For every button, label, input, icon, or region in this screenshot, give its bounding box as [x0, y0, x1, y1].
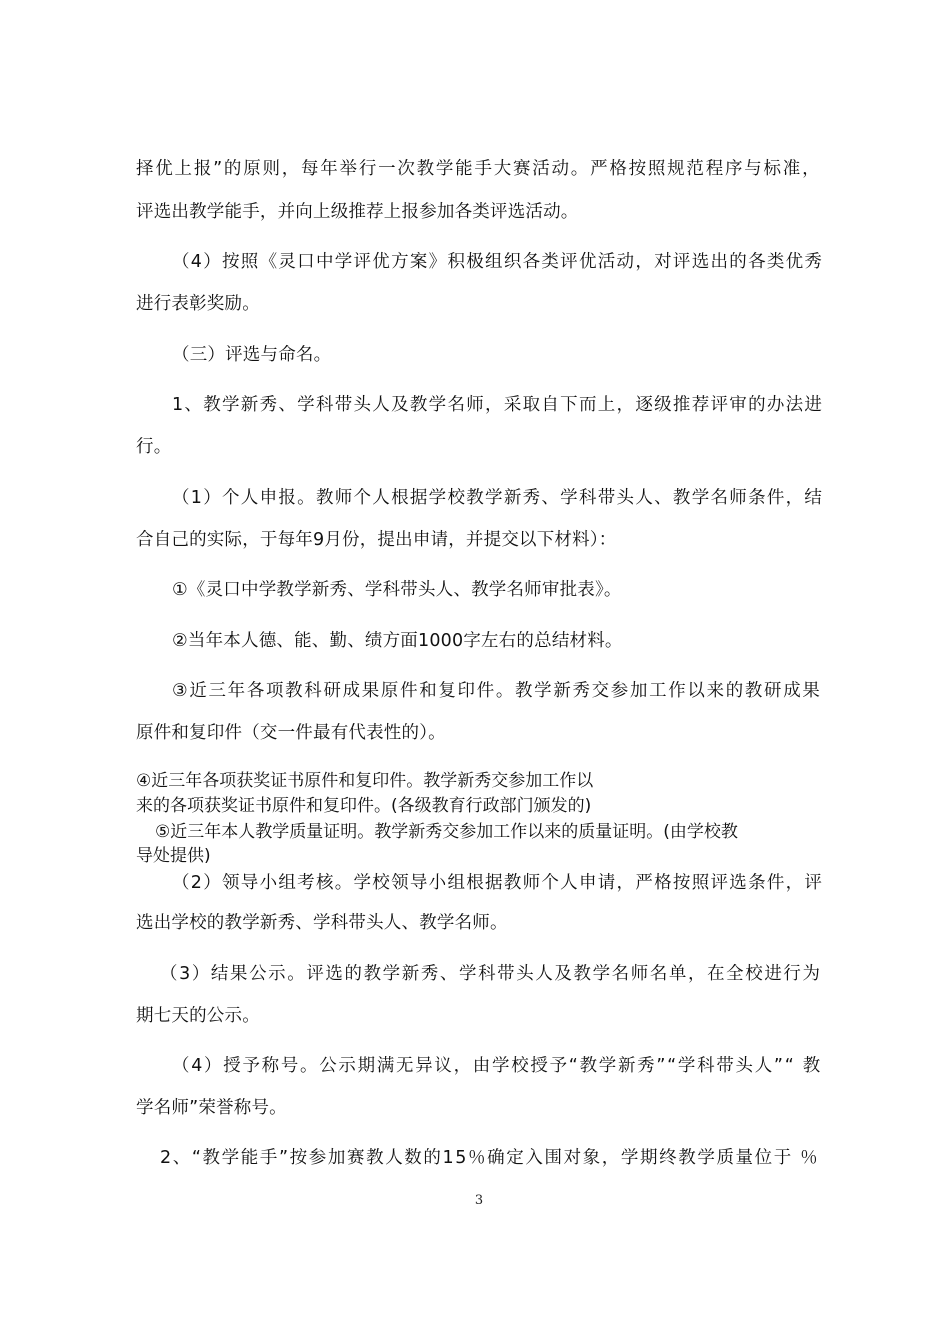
list-item-2: ②当年本人德、能、勤、绩方面1000字左右的总结材料。	[172, 631, 623, 651]
list-item-3-line-2: 原件和复印件（交一件最有代表性的）。	[136, 723, 446, 743]
text-line-6: 1、教学新秀、学科带头人及教学名师，采取自下而上，逐级推荐评审的办法进	[172, 395, 824, 415]
text-line-8: （1）个人申报。教师个人根据学校教学新秀、学科带头人、教学名师条件，结	[172, 488, 824, 508]
text-line-4: 进行表彰奖励。	[136, 294, 260, 314]
list-item-3-line-1: ③近三年各项教科研成果原件和复印件。教学新秀交参加工作以来的教研成果	[172, 681, 822, 701]
text-line-19: 选出学校的教学新秀、学科带头人、教学名师。	[136, 913, 508, 933]
list-item-4-line-2: 来的各项获奖证书原件和复印件。(各级教育行政部门颁发的)	[136, 796, 592, 816]
text-line-24: 2、“教学能手”按参加赛教人数的15％确定入围对象，学期终教学质量位于 ％	[160, 1148, 820, 1168]
section-heading: （三）评选与命名。	[172, 345, 332, 365]
list-item-1: ①《灵口中学教学新秀、学科带头人、教学名师审批表》。	[172, 580, 622, 600]
text-line-3: （4）按照《灵口中学评优方案》积极组织各类评优活动，对评选出的各类优秀	[172, 252, 824, 272]
text-line-22: （4）授予称号。公示期满无异议，由学校授予“教学新秀”“学科带头人”“ 教	[172, 1056, 822, 1076]
page-number: 3	[474, 1193, 484, 1208]
text-line-18: （2）领导小组考核。学校领导小组根据教师个人申请，严格按照评选条件，评	[172, 873, 824, 893]
text-line-7: 行。	[136, 437, 172, 457]
text-line-20: （3）结果公示。评选的教学新秀、学科带头人及教学名师名单，在全校进行为	[160, 964, 822, 984]
text-line-21: 期七天的公示。	[136, 1006, 260, 1026]
text-line-9: 合自己的实际，于每年9月份，提出申请，并提交以下材料）：	[136, 530, 617, 550]
text-line-2: 评选出教学能手，并向上级推荐上报参加各类评选活动。	[136, 202, 579, 222]
list-item-5-line-2: 导处提供)	[136, 846, 211, 866]
text-line-1: 择优上报”的原则，每年举行一次教学能手大赛活动。严格按照规范程序与标准，	[136, 159, 822, 179]
list-item-4-line-1: ④近三年各项获奖证书原件和复印件。教学新秀交参加工作以	[136, 771, 594, 791]
list-item-5-line-1: ⑤近三年本人教学质量证明。教学新秀交参加工作以来的质量证明。(由学校教	[155, 822, 738, 842]
text-line-23: 学名师”荣誉称号。	[136, 1098, 287, 1118]
